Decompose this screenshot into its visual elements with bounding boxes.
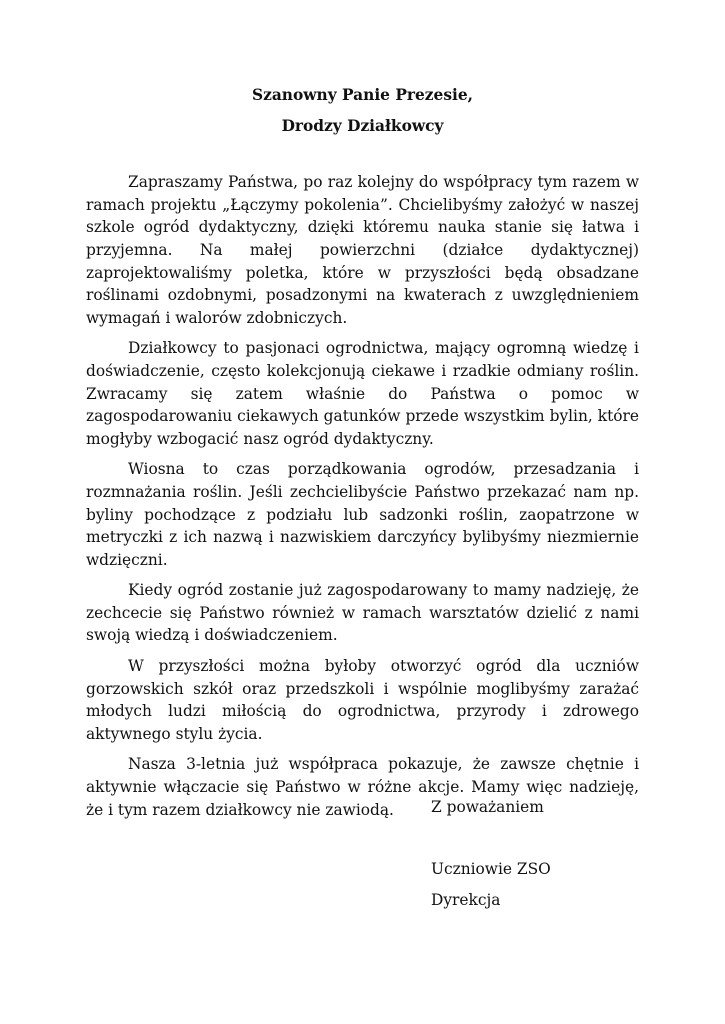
letter-paragraph-1: Zapraszamy Państwa, po raz kolejny do współpracy tym razem w ramach projektu „Łączymy pokolenia”. Chcielibyśmy założyć w naszej szkole ogród dydaktyczny, dzięki któremu nauka stanie się łatwa i przyjemna. Na małej powierzchni (działce dydaktycznej) zaprojektowaliśmy poletka, które w przyszłości będą obsadzane roślinami ozdobnymi, posadzonymi na kwaterach z uwzględnieniem wymagań i walorów zdobniczych. [86, 173, 639, 327]
signatory-students: Uczniowie ZSO [431, 860, 551, 878]
closing-phrase: Z poważaniem [431, 798, 544, 816]
letter-paragraph-3: Wiosna to czas porządkowania ogrodów, przesadzania i rozmnażania roślin. Jeśli zechcielibyście Państwo przekazać nam np. byliny pochodzące z podziału lub sadzonki roślin, zaopatrzone w metryczki z ich nazwą i nazwiskiem darczyńcy bylibyśmy niezmiernie wdzięczni. [86, 460, 639, 569]
letter-page [86, 84, 639, 909]
salutation-heading: Szanowny Panie Prezesie, [251, 86, 473, 104]
letter-paragraph-5: W przyszłości można byłoby otworzyć ogród dla uczniów gorzowskich szkół oraz przedszkoli i wspólnie moglibyśmy zarażać młodych ludzi miłością do ogrodnictwa, przyrody i zdrowego aktywnego stylu życia. [86, 657, 639, 743]
letter-paragraph-4: Kiedy ogród zostanie już zagospodarowany to mamy nadzieję, że zechcecie się Państwo również w ramach warsztatów dzielić z nami swoją wiedzą i doświadczeniem. [86, 581, 639, 645]
letter-paragraph-2: Działkowcy to pasjonaci ogrodnictwa, mający ogromną wiedzę i doświadczenie, często kolekcjonują ciekawe i rzadkie odmiany roślin. Zwracamy się zatem właśnie do Państwa o pomoc w zagospodarowaniu ciekawych gatunków przede wszystkim bylin, które mogłyby wzbogacić nasz ogród dydaktyczny. [86, 339, 639, 448]
letter-paragraph-6: Nasza 3-letnia już współpraca pokazuje, że zawsze chętnie i aktywnie włączacie się Państwo w różne akcje. Mamy więc nadzieję, że i tym razem działkowcy nie zawiodą. [86, 755, 639, 819]
signatory-management: Dyrekcja [431, 891, 501, 909]
addressee-heading: Drodzy Działkowcy [281, 116, 444, 135]
